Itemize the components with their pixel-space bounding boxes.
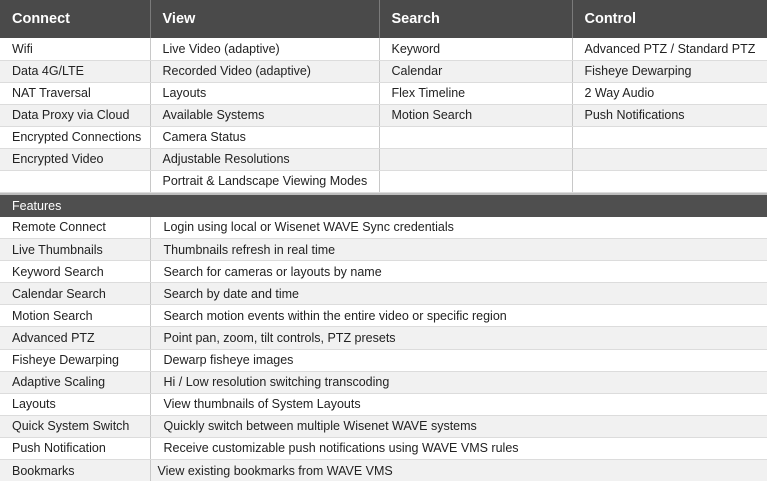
feature-description: View existing bookmarks from WAVE VMS	[150, 460, 767, 481]
feature-description: Quickly switch between multiple Wisenet WAVE systems	[150, 415, 767, 437]
matrix-row	[0, 82, 767, 104]
feature-name: Adaptive Scaling	[0, 371, 150, 393]
cell-connect: Data Proxy via Cloud	[0, 104, 150, 126]
feature-description: Hi / Low resolution switching transcoding	[150, 371, 767, 393]
cell-control	[572, 170, 767, 192]
cell-search	[379, 148, 572, 170]
feature-description: Search for cameras or layouts by name	[150, 261, 767, 283]
cell-search: Keyword	[379, 38, 572, 60]
matrix-row	[0, 104, 767, 126]
cell-connect: NAT Traversal	[0, 82, 150, 104]
feature-description: Dewarp fisheye images	[150, 349, 767, 371]
cell-search: Flex Timeline	[379, 82, 572, 104]
matrix-row	[0, 126, 767, 148]
matrix-row	[0, 38, 767, 60]
matrix-header-row	[0, 0, 767, 38]
feature-row	[0, 261, 767, 283]
feature-name: Quick System Switch	[0, 415, 150, 437]
feature-row	[0, 460, 767, 481]
feature-description: View thumbnails of System Layouts	[150, 393, 767, 415]
cell-view: Recorded Video (adaptive)	[150, 60, 379, 82]
feature-row	[0, 437, 767, 459]
header-search: Search	[379, 0, 572, 38]
cell-view: Layouts	[150, 82, 379, 104]
feature-description: Search by date and time	[150, 283, 767, 305]
feature-description: Login using local or Wisenet WAVE Sync credentials	[150, 217, 767, 239]
feature-name: Advanced PTZ	[0, 327, 150, 349]
feature-name: Calendar Search	[0, 283, 150, 305]
feature-row	[0, 393, 767, 415]
feature-description: Receive customizable push notifications using WAVE VMS rules	[150, 437, 767, 459]
cell-view: Adjustable Resolutions	[150, 148, 379, 170]
cell-view: Camera Status	[150, 126, 379, 148]
matrix-row	[0, 148, 767, 170]
features-title: Features	[0, 195, 767, 217]
feature-row	[0, 217, 767, 239]
cell-control: Advanced PTZ / Standard PTZ	[572, 38, 767, 60]
features-table	[0, 217, 767, 481]
feature-name: Bookmarks	[0, 460, 150, 481]
feature-row	[0, 415, 767, 437]
cell-connect: Encrypted Video	[0, 148, 150, 170]
cell-search	[379, 126, 572, 148]
feature-name: Fisheye Dewarping	[0, 349, 150, 371]
feature-description: Thumbnails refresh in real time	[150, 239, 767, 261]
feature-name: Remote Connect	[0, 217, 150, 239]
feature-row	[0, 239, 767, 261]
feature-row	[0, 283, 767, 305]
matrix-row	[0, 60, 767, 82]
cell-connect: Encrypted Connections	[0, 126, 150, 148]
feature-row	[0, 371, 767, 393]
cell-connect: Wifi	[0, 38, 150, 60]
feature-name: Push Notification	[0, 437, 150, 459]
cell-control	[572, 126, 767, 148]
cell-connect	[0, 170, 150, 192]
header-connect: Connect	[0, 0, 150, 38]
header-control: Control	[572, 0, 767, 38]
feature-row	[0, 349, 767, 371]
cell-search	[379, 170, 572, 192]
cell-control: Push Notifications	[572, 104, 767, 126]
cell-view: Portrait & Landscape Viewing Modes	[150, 170, 379, 192]
feature-description: Point pan, zoom, tilt controls, PTZ presets	[150, 327, 767, 349]
capability-matrix	[0, 0, 767, 193]
header-view: View	[150, 0, 379, 38]
cell-search: Motion Search	[379, 104, 572, 126]
feature-description: Search motion events within the entire video or specific region	[150, 305, 767, 327]
feature-name: Keyword Search	[0, 261, 150, 283]
cell-control	[572, 148, 767, 170]
feature-name: Live Thumbnails	[0, 239, 150, 261]
cell-view: Available Systems	[150, 104, 379, 126]
feature-name: Layouts	[0, 393, 150, 415]
cell-search: Calendar	[379, 60, 572, 82]
feature-row	[0, 305, 767, 327]
feature-name: Motion Search	[0, 305, 150, 327]
cell-view: Live Video (adaptive)	[150, 38, 379, 60]
cell-control: 2 Way Audio	[572, 82, 767, 104]
feature-row	[0, 327, 767, 349]
matrix-row	[0, 170, 767, 192]
cell-connect: Data 4G/LTE	[0, 60, 150, 82]
cell-control: Fisheye Dewarping	[572, 60, 767, 82]
